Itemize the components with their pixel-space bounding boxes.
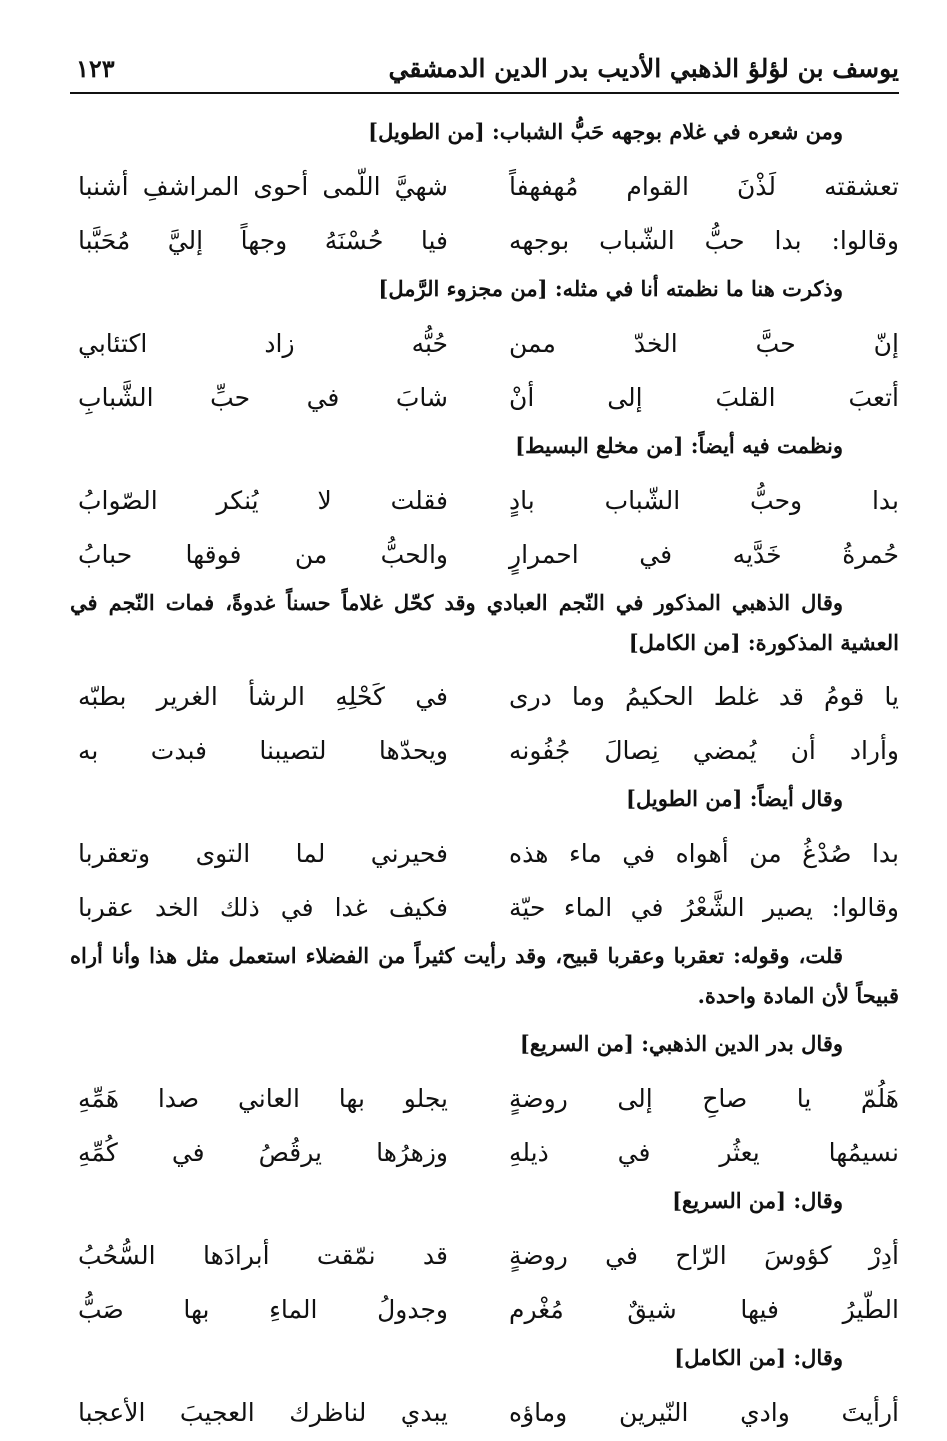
first-hemistich: الطّيرُ فيها شيقٌ مُغْرم bbox=[509, 1295, 899, 1324]
verse-line bbox=[70, 529, 899, 583]
second-hemistich: قد نمّقت أبرادَها السُّحُبُ bbox=[78, 1241, 448, 1270]
first-hemistich: تعشقته لَذْنَ القوام مُهفهفاً bbox=[509, 172, 899, 201]
prose-line: وقال أيضاً: [من الطويل] bbox=[626, 786, 843, 811]
first-hemistich: هَلُمّ يا صاحِ إلى روضةٍ bbox=[509, 1084, 899, 1113]
second-hemistich: فقلت لا يُنكر الصّوابُ bbox=[78, 486, 448, 515]
verse-line bbox=[70, 161, 899, 215]
second-hemistich: في كَحْلِهِ الرشأ الغرير بطبّه bbox=[78, 682, 448, 711]
first-hemistich: يا قومُ قد غلط الحكيمُ وما درى bbox=[509, 682, 899, 711]
second-hemistich: وزهرُها يرقُصُ في كُمِّهِ bbox=[78, 1138, 448, 1167]
verse-line bbox=[70, 671, 899, 725]
prose-line: وقال بدر الدين الذهبي: [من السريع] bbox=[519, 1031, 843, 1056]
verse-line bbox=[70, 475, 899, 529]
first-hemistich: بدا صُدْغُ من أهواه في ماء هذه bbox=[509, 839, 899, 868]
page-number: ١٢٣ bbox=[76, 54, 115, 83]
page-body bbox=[70, 112, 899, 1441]
prose-paragraph: قلت، وقوله: تعقربا وعقربا قبيح، وقد رأيت كثيراً من الفضلاء استعمل مثل هذا وأنا أراه قبيحاً لأن المادة واحدة. bbox=[70, 943, 899, 1008]
header-title: يوسف بن لؤلؤ الذهبي الأديب بدر الدين الدمشقي bbox=[388, 54, 899, 83]
verse-line bbox=[70, 372, 899, 426]
second-hemistich: ويحدّها لتصيبنا فبدت به bbox=[78, 736, 448, 765]
verse-line bbox=[70, 1073, 899, 1127]
second-hemistich: يبدي لناظرك العجيبَ الأعجبا bbox=[78, 1398, 448, 1427]
running-header bbox=[70, 48, 899, 94]
second-hemistich: فكيف غدا في ذلك الخد عقربا bbox=[78, 893, 448, 922]
second-hemistich: وجدولُ الماءِ بها صَبُّ bbox=[78, 1295, 448, 1324]
first-hemistich: حُمرةُ خَدَّيه في احمرارٍ bbox=[509, 540, 899, 569]
second-hemistich: شهيَّ اللّمى أحوى المراشفِ أشنبا bbox=[78, 172, 448, 201]
first-hemistich: بدا وحبُّ الشّباب بادٍ bbox=[509, 486, 899, 515]
verse-line bbox=[70, 318, 899, 372]
prose-line: ونظمت فيه أيضاً: [من مخلع البسيط] bbox=[515, 433, 843, 458]
prose-paragraph: وقال الذهبي المذكور في النّجم العبادي وقد كحّل غلاماً حسناً غدوةً، فمات النّجم في العشية المذكورة: [من الكامل] bbox=[70, 590, 899, 655]
verse-line bbox=[70, 1284, 899, 1338]
verse-line bbox=[70, 1387, 899, 1441]
prose-line: وقال: [من السريع] bbox=[672, 1188, 843, 1213]
first-hemistich: نسيمُها يعثُر في ذيلهِ bbox=[509, 1138, 899, 1167]
prose-line: ومن شعره في غلام بوجهه حَبُّ الشباب: [من الطويل] bbox=[368, 119, 843, 144]
first-hemistich: وقالوا: بدا حبُّ الشّباب بوجهه bbox=[509, 226, 899, 255]
prose-line: وذكرت هنا ما نظمته أنا في مثله: [من مجزوء الرَّمل] bbox=[378, 276, 843, 301]
first-hemistich: أدِرْ كؤوسَ الرّاح في روضةٍ bbox=[509, 1241, 899, 1270]
verse-line bbox=[70, 882, 899, 936]
verse-line bbox=[70, 215, 899, 269]
verse-line bbox=[70, 725, 899, 779]
first-hemistich: إنّ حبَّ الخدّ ممن bbox=[509, 329, 899, 358]
second-hemistich: والحبُّ من فوقها حبابُ bbox=[78, 540, 448, 569]
first-hemistich: أرأيتَ وادي النّيرين وماؤه bbox=[509, 1398, 899, 1427]
prose-line: وقال: [من الكامل] bbox=[674, 1345, 843, 1370]
second-hemistich: شابَ في حبِّ الشَّبابِ bbox=[78, 383, 448, 412]
second-hemistich: فيا حُسْنَهُ وجهاً إليَّ مُحَبَّبا bbox=[78, 226, 448, 255]
first-hemistich: وأراد أن يُمضي نِصالَ جُفُونه bbox=[509, 736, 899, 765]
second-hemistich: حُبُّه زاد اكتئابي bbox=[78, 329, 448, 358]
verse-line bbox=[70, 1127, 899, 1181]
verse-line bbox=[70, 828, 899, 882]
second-hemistich: فحيرني لما التوى وتعقربا bbox=[78, 839, 448, 868]
first-hemistich: وقالوا: يصير الشَّعْرُ في الماء حيّة bbox=[509, 893, 899, 922]
verse-line bbox=[70, 1230, 899, 1284]
first-hemistich: أتعبَ القلبَ إلى أنْ bbox=[509, 383, 899, 412]
second-hemistich: يجلو بها العاني صدا هَمِّهِ bbox=[78, 1084, 448, 1113]
